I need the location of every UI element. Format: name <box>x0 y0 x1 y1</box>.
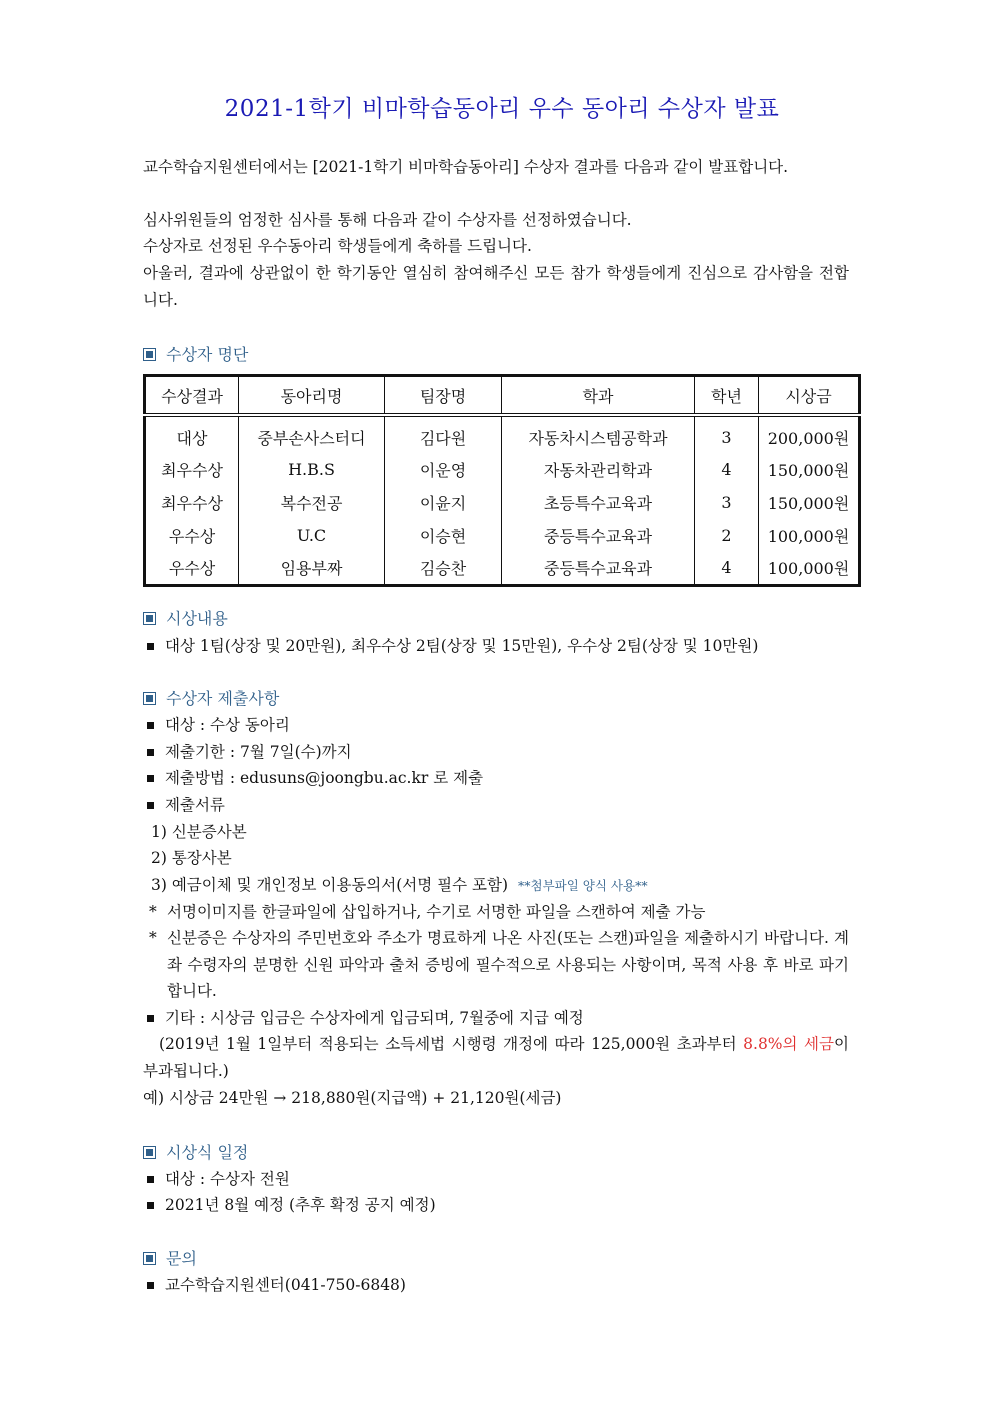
asterisk-icon: * <box>149 903 157 921</box>
table-cell: 복수전공 <box>239 486 385 519</box>
table-cell: 최우수상 <box>161 461 223 481</box>
award-heading: 시상내용 <box>143 606 228 629</box>
bullet-icon <box>147 775 154 782</box>
table-cell: 최우수상 <box>161 493 223 513</box>
column-header: 동아리명 <box>239 376 385 416</box>
table-cell: H.B.S <box>239 454 385 487</box>
table-cell: 이윤지 <box>385 486 502 519</box>
tax-highlight: 8.8%의 세금 <box>743 1035 835 1053</box>
table-cell: 김다원 <box>385 415 502 454</box>
list-item: 제출방법 : edusuns@joongbu.ac.kr 로 제출 <box>143 766 483 788</box>
table-cell: 2 <box>695 519 759 552</box>
tax-note: (2019년 1월 1일부터 적용되는 소득세법 시행령 개정에 따라 125,000원 초과부터 8.8%의 세금이 부과됩니다.) <box>143 1035 849 1080</box>
table-cell: 150,000원 <box>759 486 860 519</box>
table-cell: 이승현 <box>385 519 502 552</box>
table-row <box>145 415 860 454</box>
table-cell: 김승찬 <box>385 551 502 585</box>
column-header: 팀장명 <box>385 376 502 416</box>
table-cell: 4 <box>695 454 759 487</box>
bullet-icon <box>147 1282 154 1289</box>
note-item: * 신분증은 수상자의 주민번호와 주소가 명료하게 나온 사진(또는 스캔)파일을 제출하시기 바랍니다. 계좌 수령자의 분명한 신원 파악과 출처 증빙에 필수적으로 사용되는 사항이며, 목적 사용 후 바로 파기합니다. <box>167 925 849 1005</box>
table-row <box>145 551 860 585</box>
list-item: 대상 1팀(상장 및 20만원), 최우수상 2팀(상장 및 15만원), 우수상 2팀(상장 및 10만원) <box>143 634 758 656</box>
table-header-row <box>145 376 860 416</box>
list-item: 제출서류 <box>143 793 225 815</box>
note-item: * 서명이미지를 한글파일에 삽입하거나, 수기로 서명한 파일을 스캔하여 제출 가능 <box>149 903 706 921</box>
table-cell: 중부손사스터디 <box>239 415 385 454</box>
intro-paragraph-3: 수상자로 선정된 우수동아리 학생들에게 축하를 드립니다. <box>143 237 532 255</box>
table-cell: 150,000원 <box>759 454 860 487</box>
table-cell: 4 <box>695 551 759 585</box>
table-cell: 이운영 <box>385 454 502 487</box>
tax-example: 예) 시상금 24만원 → 218,880원(지급액) + 21,120원(세금) <box>143 1089 562 1107</box>
table-row <box>145 486 860 519</box>
table-cell: 100,000원 <box>759 551 860 585</box>
table-cell: 자동차관리학과 <box>502 454 695 487</box>
list-item: 기타 : 시상금 입금은 수상자에게 입금되며, 7월중에 지급 예정 <box>143 1006 584 1028</box>
table-row <box>145 519 860 552</box>
table-cell: 중등특수교육과 <box>502 519 695 552</box>
ceremony-heading: 시상식 일정 <box>143 1140 248 1163</box>
square-bullet-icon <box>143 612 156 625</box>
table-cell: 200,000원 <box>759 415 860 454</box>
bullet-icon <box>147 802 154 809</box>
column-header: 시상금 <box>759 376 860 416</box>
bullet-icon <box>147 722 154 729</box>
column-header: 학년 <box>695 376 759 416</box>
square-bullet-icon <box>143 348 156 361</box>
table-cell: 우수상 <box>168 559 216 579</box>
square-bullet-icon <box>143 1252 156 1265</box>
table-cell: U.C <box>239 519 385 552</box>
list-item: 2021년 8월 예정 (추후 확정 공지 예정) <box>143 1193 436 1215</box>
asterisk-icon: * <box>149 929 157 947</box>
column-header: 학과 <box>502 376 695 416</box>
winners-table <box>143 374 861 587</box>
square-bullet-icon <box>143 692 156 705</box>
bullet-icon <box>147 1202 154 1209</box>
doc-item: 2) 통장사본 <box>151 849 232 867</box>
table-cell: 초등특수교육과 <box>502 486 695 519</box>
list-item: 대상 : 수상 동아리 <box>143 713 290 735</box>
list-item: 교수학습지원센터(041-750-6848) <box>143 1273 406 1295</box>
table-cell: 3 <box>695 486 759 519</box>
bullet-icon <box>147 643 154 650</box>
table-cell: 중등특수교육과 <box>502 551 695 585</box>
intro-paragraph-2: 심사위원들의 엄정한 심사를 통해 다음과 같이 수상자를 선정하였습니다. <box>143 211 632 229</box>
column-header: 수상결과 <box>145 376 239 416</box>
table-row <box>145 454 860 487</box>
contact-heading: 문의 <box>143 1246 197 1269</box>
bullet-icon <box>147 1015 154 1022</box>
table-cell: 3 <box>695 415 759 454</box>
list-item: 대상 : 수상자 전원 <box>143 1167 290 1189</box>
submission-heading: 수상자 제출사항 <box>143 686 279 709</box>
doc-item: 3) 예금이체 및 개인정보 이용동의서(서명 필수 포함) **첨부파일 양식 사용** <box>151 876 648 894</box>
table-cell: 대상 <box>176 428 208 448</box>
table-cell: 자동차시스템공학과 <box>502 415 695 454</box>
intro-paragraph-4: 아울러, 결과에 상관없이 한 학기동안 열심히 참여해주신 모든 참가 학생들에게 진심으로 감사함을 전합니다. <box>143 264 849 309</box>
bullet-icon <box>147 749 154 756</box>
table-cell: 100,000원 <box>759 519 860 552</box>
winners-heading: 수상자 명단 <box>143 342 248 365</box>
bullet-icon <box>147 1176 154 1183</box>
table-cell: 임용부짜 <box>239 551 385 585</box>
list-item: 제출기한 : 7월 7일(수)까지 <box>143 740 352 762</box>
doc-item: 1) 신분증사본 <box>151 823 247 841</box>
intro-paragraph-1: 교수학습지원센터에서는 [2021-1학기 비마학습동아리] 수상자 결과를 다음과 같이 발표합니다. <box>143 158 789 176</box>
attachment-note: **첨부파일 양식 사용** <box>518 878 648 893</box>
square-bullet-icon <box>143 1146 156 1159</box>
table-cell: 우수상 <box>168 526 216 546</box>
page-title: 2021-1학기 비마학습동아리 우수 동아리 수상자 발표 <box>224 96 780 122</box>
